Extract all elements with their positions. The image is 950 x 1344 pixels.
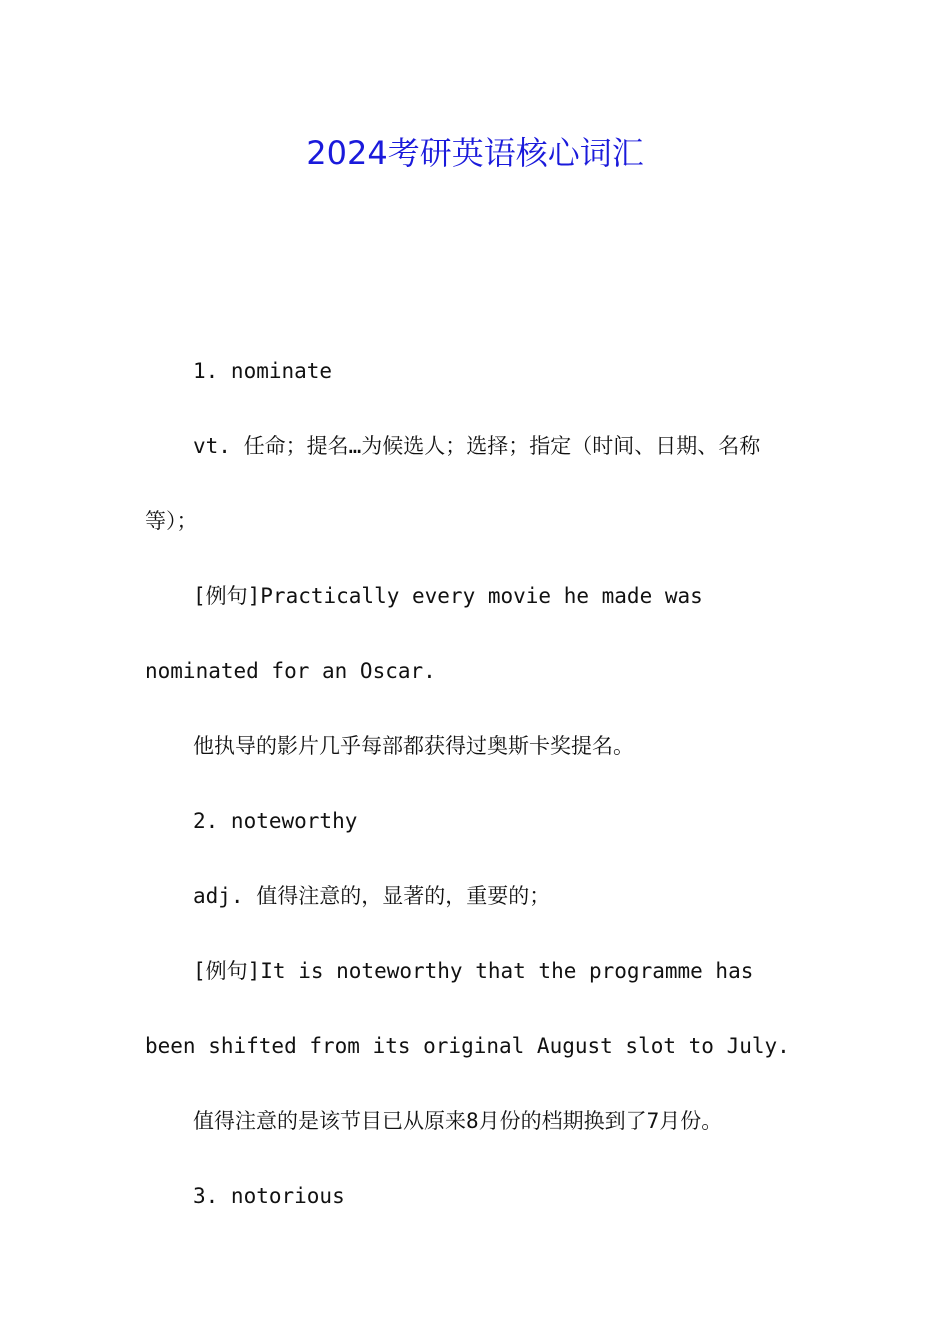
document-title: 2024考研英语核心词汇 xyxy=(306,134,644,172)
entry-2-word: 2. noteworthy xyxy=(193,809,358,833)
entry-1-example: [例句]Practically every movie he made was nominated for an Oscar. xyxy=(145,584,703,683)
entry-2-example: [例句]It is noteworthy that the programme has been shifted from its original August slot to July. xyxy=(145,959,790,1058)
entry-1-word: 1. nominate xyxy=(193,359,333,383)
document-body xyxy=(145,334,810,1234)
entry-3-word: 3. notorious xyxy=(193,1184,345,1208)
entry-1-definition: vt. 任命；提名…为候选人；选择；指定（时间、日期、名称等）； xyxy=(145,434,761,533)
entry-1-translation: 他执导的影片几乎每部都获得过奥斯卡奖提名。 xyxy=(193,734,634,758)
entry-2-definition: adj. 值得注意的，显著的，重要的； xyxy=(193,884,551,908)
entry-2-translation: 值得注意的是该节目已从原来8月份的档期换到了7月份。 xyxy=(193,1109,723,1133)
